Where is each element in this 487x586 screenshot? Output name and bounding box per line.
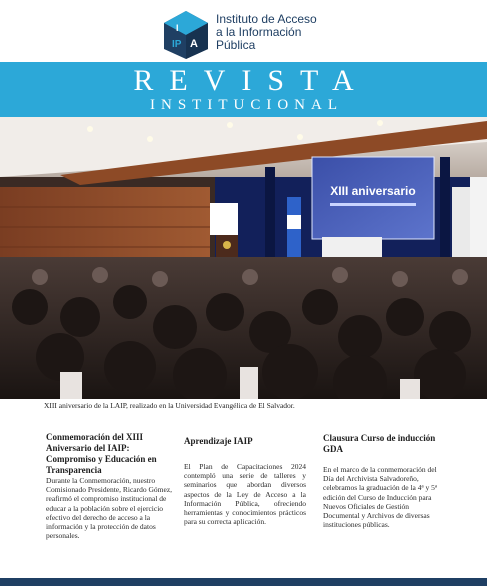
svg-text:A: A — [190, 38, 198, 50]
iaip-logo-icon — [160, 9, 212, 61]
article-column-2 — [184, 432, 306, 526]
screen-text: XIII aniversario — [330, 184, 416, 198]
masthead — [0, 0, 487, 62]
article-2-title: Aprendizaje IAIP — [184, 436, 253, 446]
magazine-banner — [0, 62, 487, 117]
org-line-1: Instituto de Acceso — [216, 12, 317, 26]
article-2-body: El Plan de Capacitaciones 2024 contempló una serie de talleres y seminarios que abordan diversos aspectos de la Ley de Acceso a la Información Pública, ofreciendo herramientas y conocimientos prácticos para su correcta aplicación. — [184, 462, 306, 527]
org-line-3: Pública — [216, 38, 256, 52]
article-3-title: Clausura Curso de inducción GDA — [323, 433, 436, 454]
banner-title: REVISTA — [133, 64, 370, 97]
banner-subtitle: INSTITUCIONAL — [150, 97, 343, 113]
auditorium-photo-image — [0, 117, 487, 399]
article-column-3 — [323, 432, 445, 529]
article-column-1 — [46, 432, 174, 540]
event-photo — [0, 117, 487, 399]
footer-bar — [0, 578, 487, 586]
article-1-body: Durante la Conmemoración, nuestro Comisionado Presidente, Ricardo Gómez, reafirmó el compromiso institucional de educar a la población sobre el ejercicio efectivo del derecho de acceso a la información y la protección de datos personales. — [46, 476, 173, 541]
organization-name — [216, 13, 366, 52]
photo-caption: XIII aniversario de la LAIP, realizado en la Universidad Evangélica de El Salvador. — [44, 401, 295, 410]
svg-text:I: I — [176, 23, 179, 33]
article-3-body: En el marco de la conmemoración del Día del Archivista Salvadoreño, celebramos la graduación de la 4ª y 5ª edición del Curso de Inducción para Nuevos Oficiales de Gestión Documental y Archivos de diversas instituciones públicas. — [323, 465, 437, 530]
svg-text:IP: IP — [172, 39, 182, 50]
article-1-title: Conmemoración del XIII Aniversario del IAIP: Compromiso y Educación en Transparencia — [46, 432, 157, 475]
org-line-2: a la Información — [216, 25, 302, 39]
